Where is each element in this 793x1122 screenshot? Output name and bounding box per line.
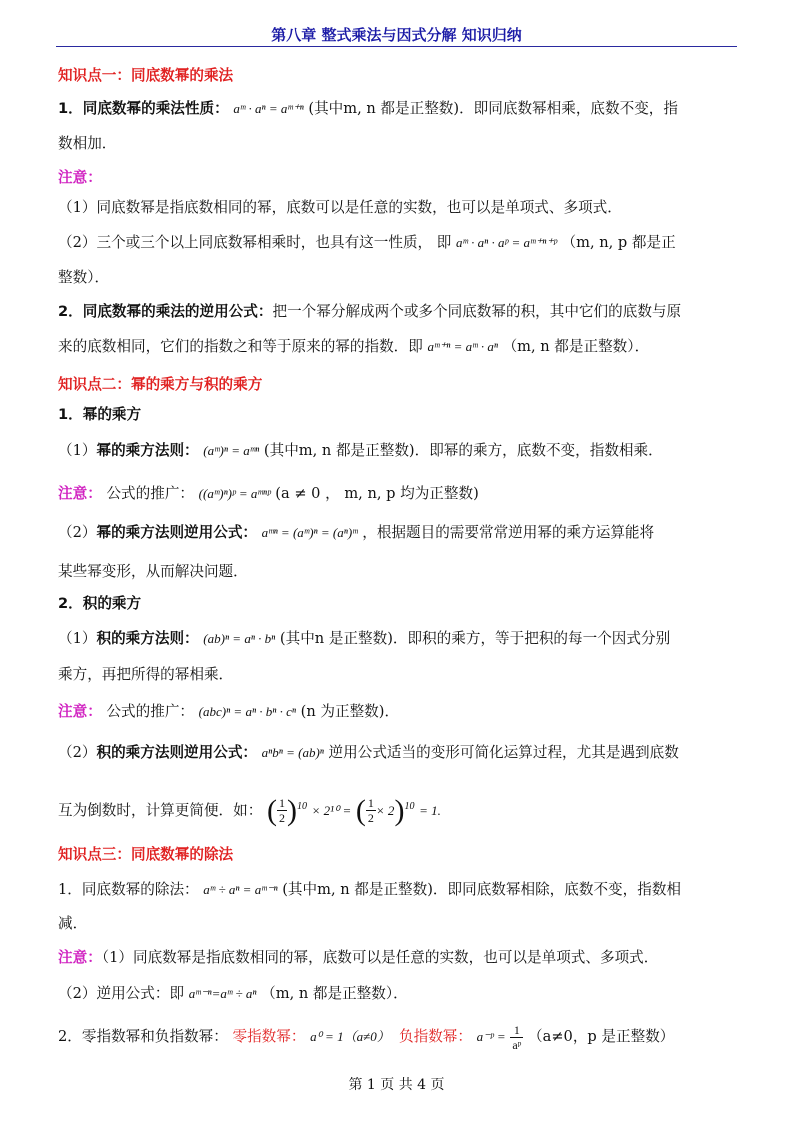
fraction-one-half-b: $\frac{1}{2}$ xyxy=(367,796,374,826)
subheading-power-of-power: 1．幂的乘方 xyxy=(58,406,142,423)
section-heading-2: 知识点二：幂的乘方与积的乘方 xyxy=(58,376,263,393)
page-footer: 第 1 页 共 4 页 xyxy=(348,1077,445,1093)
formula-inverse-product: aᵐ⁺ⁿ = aᵐ · aⁿ xyxy=(427,339,498,354)
paragraph-s1-p2: 2．同底数幂的乘法的逆用公式：把一个幂分解成两个或多个同底数幂的积，其中它们的底数与原 xyxy=(58,303,682,320)
paragraph-s3-p1-cont: 减． xyxy=(58,915,88,932)
note-s1-2-cont: 整数）． xyxy=(58,269,110,286)
formula-quotient-rule: aᵐ ÷ aⁿ = aᵐ⁻ⁿ xyxy=(203,882,278,897)
formula-product-power: (ab)ⁿ = aⁿ · bⁿ xyxy=(203,631,276,646)
paragraph-s3-p2: 2．零指数幂和负指数幂： 零指数幂： a⁰ = 1（a≠0） 负指数幂： a⁻ᵖ = $\frac{1}{\text{aᵖ}}$ （a≠0，p 是正整数） xyxy=(58,1022,675,1052)
paragraph-s2-r2: （2）幂的乘方法则逆用公式： aᵐⁿ = (aᵐ)ⁿ = (aⁿ)ᵐ ，根据题目的需要常常逆用幂的乘方运算能将 xyxy=(58,524,655,541)
formula-power-rule: (aᵐ)ⁿ = aᵐⁿ xyxy=(203,443,260,458)
paragraph-s1-p1: 1．同底数幂的乘法性质： aᵐ · aⁿ = aᵐ⁺ⁿ (其中m, n 都是正整数)．即同底数幂相乘，底数不变，指 xyxy=(58,100,678,117)
formula-power-inverse: aᵐⁿ = (aᵐ)ⁿ = (aⁿ)ᵐ xyxy=(261,525,358,540)
paragraph-s2-r3: （1）积的乘方法则： (ab)ⁿ = aⁿ · bⁿ (其中n 是正整数)．即积的乘方，等于把积的每一个因式分别 xyxy=(58,630,671,647)
paragraph-s3-p1: 1．同底数幂的除法： aᵐ ÷ aⁿ = aᵐ⁻ⁿ (其中m, n 都是正整数)．即同底数幂相除，底数不变，指数相 xyxy=(58,881,682,898)
formula-power-generalized: ((aᵐ)ⁿ)ᵖ = aᵐⁿᵖ xyxy=(198,486,271,501)
paragraph-s2-r3-cont: 乘方，再把所得的幂相乘． xyxy=(58,666,234,683)
paragraph-s2-r1: （1）幂的乘方法则： (aᵐ)ⁿ = aᵐⁿ (其中m, n 都是正整数)．即幂的乘方，底数不变，指数相乘． xyxy=(58,442,663,459)
formula-product-inverse: aⁿbⁿ = (ab)ⁿ xyxy=(261,745,324,760)
formula-zero-exponent: a⁰ = 1（a≠0） xyxy=(310,1029,390,1044)
paragraph-s1-p2-cont: 来的底数相同，它们的指数之和等于原来的幂的指数．即 aᵐ⁺ⁿ = aᵐ · aⁿ （m, n 都是正整数）． xyxy=(58,338,650,355)
formula-triple-product: aᵐ · aⁿ · aᵖ = aᵐ⁺ⁿ⁺ᵖ xyxy=(456,235,557,250)
paragraph-s2-r2-cont: 某些幂变形，从而解决问题． xyxy=(58,563,248,580)
fraction-one-half-a: $\frac{1}{2}$ xyxy=(278,796,285,826)
formula-product-generalized: (abc)ⁿ = aⁿ · bⁿ · cⁿ xyxy=(198,704,297,719)
formula-quotient-inverse: aᵐ⁻ⁿ=aᵐ ÷ aⁿ xyxy=(188,986,257,1001)
page-header-title: 第八章 整式乘法与因式分解 知识归纳 xyxy=(271,26,522,44)
fraction-negative-exponent: $\frac{1}{\text{aᵖ}}$ xyxy=(512,1022,522,1052)
note-s3-2: （2）逆用公式：即 aᵐ⁻ⁿ=aᵐ ÷ aⁿ （m, n 都是正整数）． xyxy=(58,985,408,1002)
note-label-s1: 注意： xyxy=(58,169,102,186)
paragraph-s1-p1-cont: 数相加． xyxy=(58,135,117,152)
header-divider xyxy=(56,46,737,47)
formula-product-rule: aᵐ · aⁿ = aᵐ⁺ⁿ xyxy=(233,101,304,116)
note-s1-1: （1）同底数幂是指底数相同的幂，底数可以是任意的实数，也可以是单项式、多项式． xyxy=(58,199,622,216)
section-heading-3: 知识点三：同底数幂的除法 xyxy=(58,846,234,863)
section-heading-1: 知识点一：同底数幂的乘法 xyxy=(58,67,234,84)
note-s1-2: （2）三个或三个以上同底数幂相乘时，也具有这一性质， 即 aᵐ · aⁿ · aᵖ = aᵐ⁺ⁿ⁺ᵖ （m, n, p 都是正 xyxy=(58,234,676,251)
note-s2-2: 注意： 公式的推广： (abc)ⁿ = aⁿ · bⁿ · cⁿ (n 为正整数)． xyxy=(58,703,400,720)
note-s3-1: 注意：（1）同底数幂是指底数相同的幂，底数可以是任意的实数，也可以是单项式、多项式． xyxy=(58,949,659,966)
paragraph-s2-r4-example: 互为倒数时，计算更简便．如： ( $\frac{1}{2}$ )$^{10}$ × 2¹⁰ = ( $\frac{1}{2}$ × 2)$^{10}$ = 1. xyxy=(58,793,441,827)
subheading-power-of-product: 2．积的乘方 xyxy=(58,595,142,612)
paragraph-s2-r4: （2）积的乘方法则逆用公式： aⁿbⁿ = (ab)ⁿ 逆用公式适当的变形可简化运算过程，尤其是遇到底数 xyxy=(58,744,679,761)
note-s2-1: 注意： 公式的推广： ((aᵐ)ⁿ)ᵖ = aᵐⁿᵖ (a ≠ 0 ， m, n, p 均为正整数) xyxy=(58,485,479,502)
